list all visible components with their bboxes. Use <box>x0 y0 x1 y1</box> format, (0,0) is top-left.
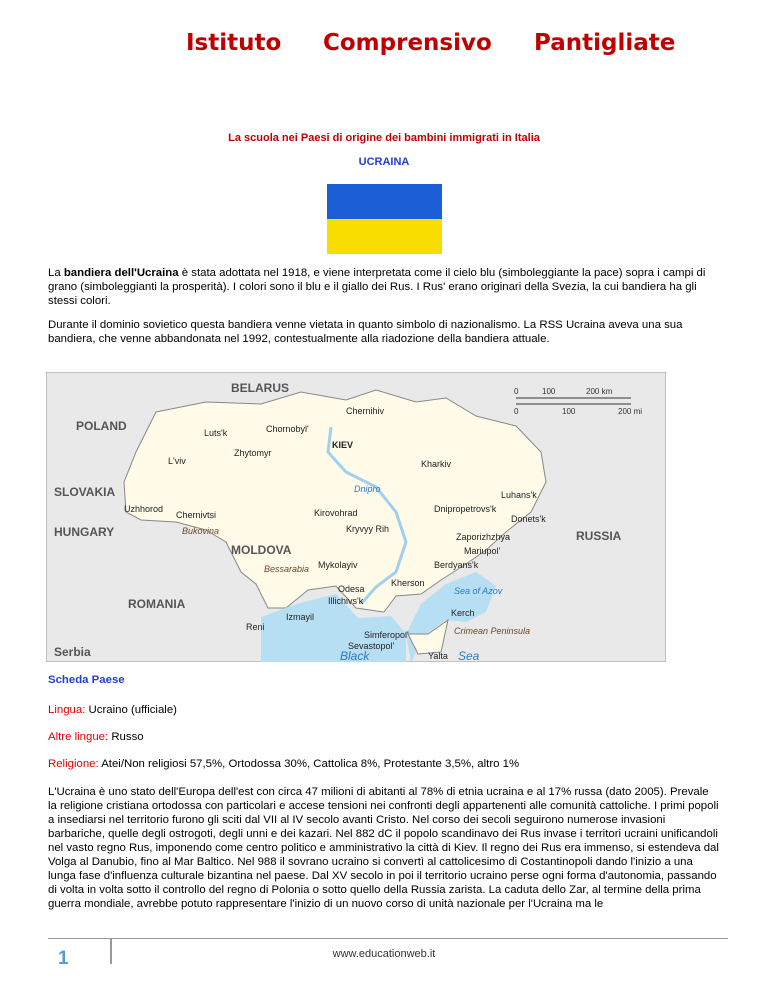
religione-label: Religione: <box>48 758 99 770</box>
city-uzhhorod: Uzhhorod <box>124 504 164 514</box>
city-zhytomyr: Zhytomyr <box>234 448 272 458</box>
city-kiev: KIEV <box>332 440 354 450</box>
city-mariupol: Mariupol' <box>464 546 501 556</box>
label-crimea: Crimean Peninsula <box>454 626 531 636</box>
fact-lingua <box>48 704 177 716</box>
city-kharkiv: Kharkiv <box>421 459 452 469</box>
religione-value: Atei/Non religiosi 57,5%, Ortodossa 30%, Cattolica 8%, Protestante 3,5%, altro 1% <box>98 758 520 770</box>
city-zaporizhzhya: Zaporizhzhya <box>456 532 511 542</box>
scale-km-100: 100 <box>542 387 556 396</box>
header-word-2: Comprensivo <box>323 30 492 56</box>
flag-blue-stripe <box>327 184 442 219</box>
ukraine-map <box>46 372 666 662</box>
scheda-paese-title: Scheda Paese <box>48 674 125 686</box>
country-title: UCRAINA <box>358 156 410 168</box>
fact-altre-lingue <box>48 731 144 743</box>
para1-pre: La <box>48 267 64 279</box>
city-chernivtsi: Chernivtsi <box>176 510 217 520</box>
city-mykolayiv: Mykolayiv <box>318 560 358 570</box>
scale-mi-200: 200 mi <box>618 407 643 416</box>
city-dnipropetrovsk: Dnipropetrovs'k <box>434 504 497 514</box>
city-chornobyl: Chornobyl' <box>266 424 309 434</box>
soviet-paragraph: Durante il dominio sovietico questa bandiera venne vietata in quanto simbolo di nazionalismo. La RSS Ucraina aveva una sua bandiera, che venne abbandonata nel 1992, contestualmente alla riadozione della bandiera attuale. <box>48 319 683 345</box>
city-lviv: L'viv <box>168 456 186 466</box>
label-russia: RUSSIA <box>576 529 622 543</box>
city-kirovohrad: Kirovohrad <box>314 508 358 518</box>
label-bessarabia: Bessarabia <box>264 564 310 574</box>
label-poland: POLAND <box>76 419 127 433</box>
city-luhansk: Luhans'k <box>501 490 537 500</box>
label-hungary: HUNGARY <box>54 525 115 539</box>
label-moldova: MOLDOVA <box>231 543 292 557</box>
city-kerch: Kerch <box>451 608 475 618</box>
footer-divider <box>48 938 728 939</box>
para1-bold: bandiera dell'Ucraina <box>63 267 179 279</box>
label-dnipro: Dnipro <box>354 484 381 494</box>
label-black: Black <box>340 649 370 662</box>
city-chernihiv: Chernihiv <box>346 406 385 416</box>
label-slovakia: SLOVAKIA <box>54 485 116 499</box>
city-odesa: Odesa <box>338 584 365 594</box>
city-berdyansk: Berdyans'k <box>434 560 479 570</box>
scale-mi-0: 0 <box>514 407 519 416</box>
label-sea: Sea <box>458 649 480 662</box>
lingua-label: Lingua: <box>48 704 86 716</box>
altre-lingue-label: Altre lingue: <box>48 731 109 743</box>
label-azov: Sea of Azov <box>454 586 503 596</box>
city-kherson: Kherson <box>391 578 425 588</box>
flag-paragraph <box>48 266 720 308</box>
city-donetsk: Donets'k <box>511 514 546 524</box>
footer-url: www.educationweb.it <box>332 948 436 960</box>
city-izmayil: Izmayil <box>286 612 315 622</box>
lingua-value: Ucraino (ufficiale) <box>85 704 177 716</box>
scale-km-200: 200 km <box>586 387 613 396</box>
document-subtitle: La scuola nei Paesi di origine dei bambini immigrati in Italia <box>228 132 540 144</box>
ukraine-flag <box>327 184 442 254</box>
header-word-1: Istituto <box>186 30 282 56</box>
label-bukovina: Bukovina <box>182 526 220 536</box>
flag-yellow-stripe <box>327 219 442 254</box>
city-lutsk: Luts'k <box>204 428 228 438</box>
city-yalta: Yalta <box>428 651 448 661</box>
city-illichivsk: Illichivs'k <box>328 596 364 606</box>
label-serbia: Serbia <box>54 645 91 659</box>
city-reni: Reni <box>246 622 265 632</box>
city-sevastopol: Sevastopol' <box>348 641 395 651</box>
history-paragraph: L'Ucraina è uno stato dell'Europa dell'est con circa 47 milioni di abitanti al 78% di etnia ucraina e al 17% russa (dato 2005). Prevale la religione cristiana ortodossa con particolari e accese tensioni nei confronti degli appartenenti alle comunità cattoliche. I primi popoli a insediarsi nel territorio furono gli sciti dal VII al IV secolo avanti Cristo. Nel corso dei secoli seguirono numerose invasioni barbariche, quelle degli ostrogoti, degli unni e dei kazari. Nel 882 dC il popolo scandinavo dei Rus invase i territori ucraini unificandoli nel vasto regno Rus, imponendo come centro politico e amministrativo la città di Kiev. Il regno dei Rus era immenso, si estendeva dal Volga al Danubio, fino al Mar Baltico. Nel 988 il sovrano ucraino si convertì al cattolicesimo di Costantinopoli dando l'inizio a una lunga fase d'influenza culturale bizantina nel paese. Dal XV secolo in poi il territorio ucraino perse ogni forma d'autonomia, passando di volta in volta sotto il controllo del regno di Polonia o sotto quello della Russia zarista. La caduta dello Zar, al termine della prima guerra mondiale, avrebbe potuto rappresentare l'inizio di un nuovo corso di unità nazionale per l'Ucraina ma le <box>48 786 719 910</box>
school-header <box>0 30 768 70</box>
city-kryvyy-rih: Kryvyy Rih <box>346 524 390 534</box>
scale-mi-100: 100 <box>562 407 576 416</box>
scale-km-0: 0 <box>514 387 519 396</box>
city-simferopol: Simferopol' <box>364 630 409 640</box>
fact-religione <box>48 758 519 770</box>
altre-lingue-value: Russo <box>108 731 144 743</box>
label-belarus: BELARUS <box>231 381 290 395</box>
para1-post: è stata adottata nel 1918, e viene interpretata come il cielo blu (simboleggiante la pace) sopra i campi di grano (simboleggianti la prosperità). I colori sono il blu e il giallo dei Rus. I Rus' erano originari della Svezia, la cui bandiera ha gli stessi colori. <box>48 267 706 307</box>
header-word-3: Pantigliate <box>534 30 676 56</box>
label-romania: ROMANIA <box>128 597 186 611</box>
page-number: 1 <box>58 948 69 969</box>
